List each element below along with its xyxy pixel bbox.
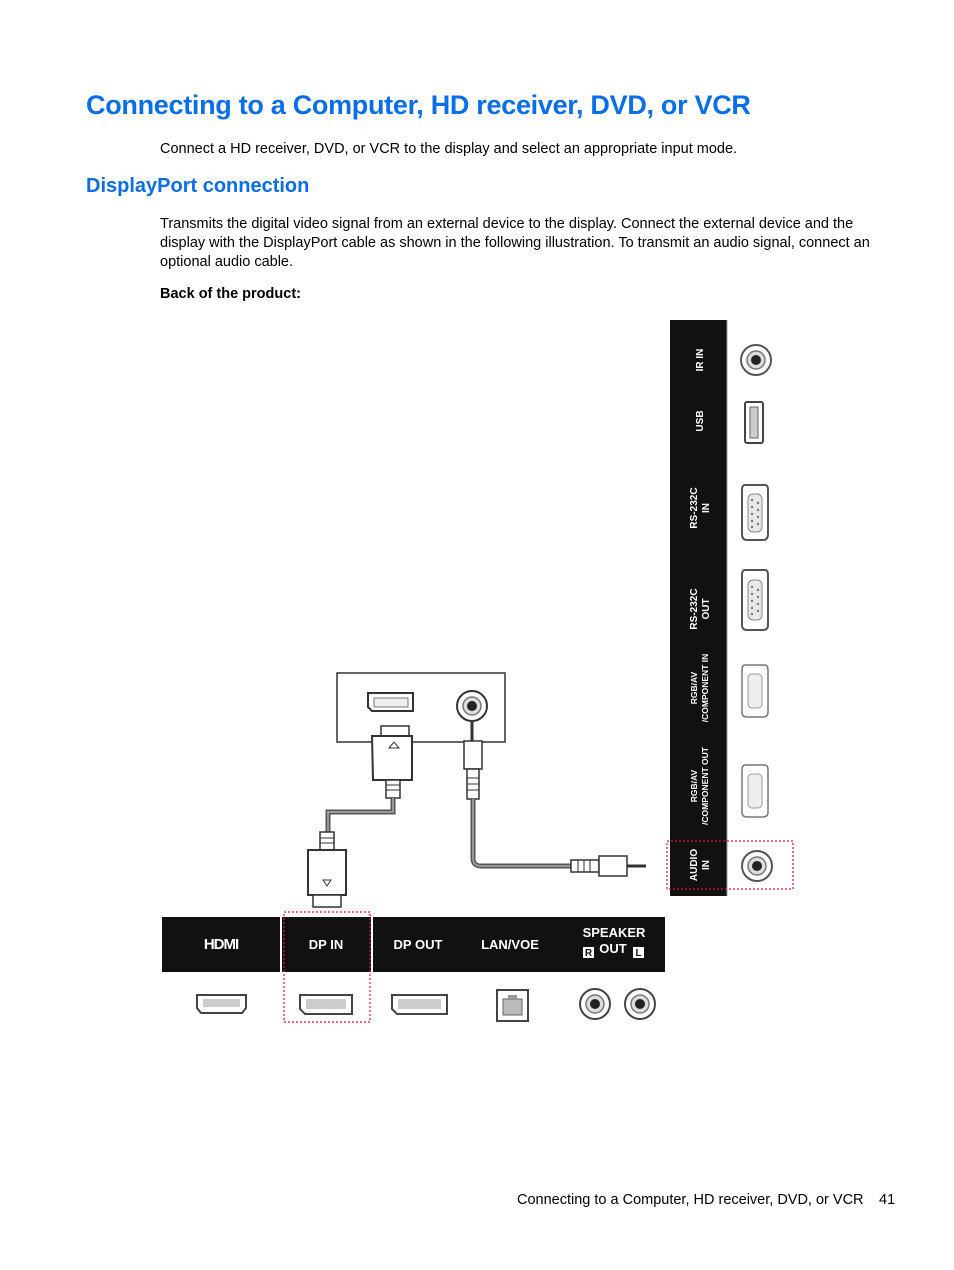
ir-in-port-icon <box>741 345 771 375</box>
audio-in-port-icon <box>742 851 772 881</box>
rs232c-in-label-1: RS-232C <box>689 487 700 529</box>
intro-paragraph: Connect a HD receiver, DVD, or VCR to the display and select an appropriate input mode. <box>160 141 738 157</box>
external-device <box>337 673 505 742</box>
displayport-cable <box>308 726 412 907</box>
rs232c-out-label-2: OUT <box>701 598 712 620</box>
page-footer <box>517 1192 896 1208</box>
back-of-product-label: Back of the product: <box>160 286 301 302</box>
rgb-in-label-1: RGB/AV <box>689 671 699 705</box>
subsection-title: DisplayPort connection <box>86 175 310 197</box>
hdmi-port-icon <box>197 995 246 1013</box>
rs232c-in-label-2: IN <box>701 503 712 513</box>
section-title: Connecting to a Computer, HD receiver, DVD, or VCR <box>86 90 751 120</box>
speaker-l-port-icon <box>625 989 655 1019</box>
displayport-connection-illustration <box>155 315 795 1025</box>
dp-in-label: DP IN <box>308 937 344 952</box>
lan-port-icon <box>497 990 528 1021</box>
audio-in-label-1: AUDIO <box>689 848 700 882</box>
dp-in-port-icon <box>300 995 352 1014</box>
speaker-label: SPEAKER <box>582 925 646 940</box>
lan-label: LAN/VOE <box>481 937 539 952</box>
rgb-out-label-1: RGB/AV <box>689 769 699 803</box>
speaker-l-label: L <box>635 948 642 959</box>
rgb-in-port-icon <box>742 665 768 717</box>
rs232c-out-port-icon <box>742 570 768 630</box>
dp-out-label: DP OUT <box>393 937 443 952</box>
rs232c-in-port-icon <box>742 485 768 540</box>
footer-title: Connecting to a Computer, HD receiver, DVD, or VCR <box>517 1192 864 1208</box>
usb-label: USB <box>695 410 706 432</box>
hdmi-logo: HDMI <box>203 936 239 953</box>
speaker-out-label: OUT <box>599 941 627 956</box>
rgb-in-label-2: /COMPONENT IN <box>700 653 710 723</box>
rs232c-out-label-1: RS-232C <box>689 588 700 630</box>
rgb-out-port-icon <box>742 765 768 817</box>
dp-out-port-icon <box>392 995 447 1014</box>
audio-cable <box>464 722 646 876</box>
rgb-out-label-2: /COMPONENT OUT <box>700 747 710 825</box>
ir-in-label: IR IN <box>695 348 706 372</box>
speaker-r-port-icon <box>580 989 610 1019</box>
speaker-r-label: R <box>584 948 593 959</box>
page-number: 41 <box>879 1192 896 1208</box>
usb-port-icon <box>745 402 763 443</box>
audio-in-label-2: IN <box>701 860 712 870</box>
body-paragraph: Transmits the digital video signal from an external device to the display. Connect the external device and the display with the DisplayPort cable as shown in the following illustration. To transmit an audio signal, connect an optional audio cable. <box>160 216 870 270</box>
